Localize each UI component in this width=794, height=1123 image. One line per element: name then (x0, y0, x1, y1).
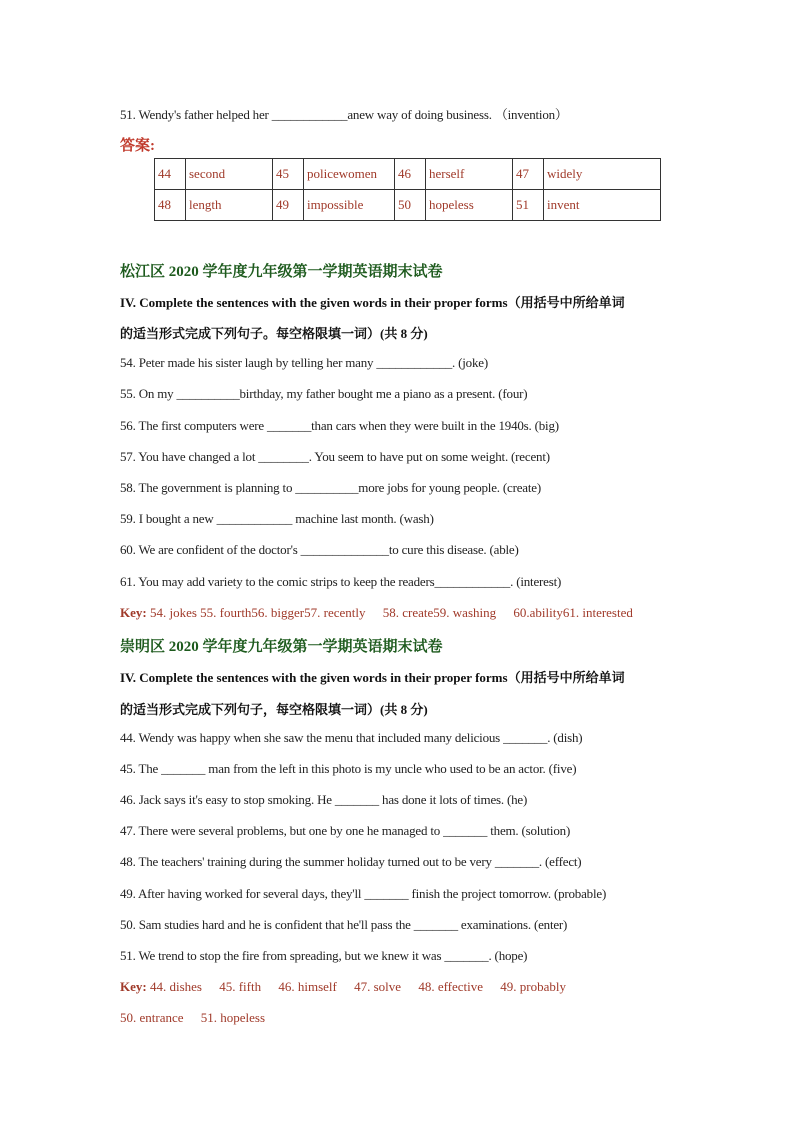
table-row (155, 159, 661, 190)
question-51-top: 51. Wendy's father helped her ____________anew way of doing business. （invention） (120, 107, 568, 122)
question: 61. You may add variety to the comic strips to keep the readers____________. (interest) (120, 574, 562, 589)
question: 49. After having worked for several days, they'll _______ finish the project tomorrow. (probable) (120, 886, 607, 901)
answer-word: second (186, 159, 273, 190)
question: 57. You have changed a lot ________. You seem to have put on some weight. (recent) (120, 449, 550, 464)
question: 45. The _______ man from the left in this photo is my uncle who used to be an actor. (five) (120, 761, 577, 776)
question: 50. Sam studies hard and he is confident that he'll pass the _______ examinations. (enter) (120, 917, 568, 932)
answer-key-continued (120, 1010, 279, 1026)
key-label: Key: (120, 605, 147, 620)
key-label: Key: (120, 979, 147, 994)
answer-number: 50 (395, 190, 426, 221)
key-item: 58. create59. washing (382, 605, 497, 620)
answer-key (120, 605, 647, 621)
question: 48. The teachers' training during the summer holiday turned out to be very _______. (effect) (120, 854, 582, 869)
answer-number: 44 (155, 159, 186, 190)
question: 56. The first computers were _______than cars when they were built in the 1940s. (big) (120, 418, 559, 433)
question: 51. We trend to stop the fire from spreading, but we knew it was _______. (hope) (120, 948, 528, 963)
question: 54. Peter made his sister laugh by telling her many ____________. (joke) (120, 355, 488, 370)
answer-key (120, 979, 580, 995)
answer-word: length (186, 190, 273, 221)
question: 55. On my __________birthday, my father bought me a piano as a present. (four) (120, 386, 528, 401)
key-item: 48. effective (418, 979, 484, 994)
question: 47. There were several problems, but one by one he managed to _______ them. (solution) (120, 823, 571, 838)
answer-word: impossible (304, 190, 395, 221)
section-instruction: IV. Complete the sentences with the given words in their proper forms（用括号中所给单词 (120, 295, 625, 310)
answer-word: hopeless (426, 190, 513, 221)
answer-label: 答案: (120, 138, 155, 154)
key-item: 46. himself (278, 979, 337, 994)
section-instruction: 的适当形式完成下列句子，每空格限填一词）(共 8 分) (120, 702, 428, 717)
question: 58. The government is planning to __________more jobs for young people. (create) (120, 480, 541, 495)
key-item: 49. probably (500, 979, 567, 994)
key-item: 60.ability61. interested (513, 605, 633, 620)
table-row (155, 190, 661, 221)
question: 44. Wendy was happy when she saw the menu that included many delicious _______. (dish) (120, 730, 583, 745)
key-item: 50. entrance (120, 1010, 184, 1025)
answer-table (154, 158, 661, 221)
key-item: 51. hopeless (200, 1010, 266, 1025)
answer-word: widely (544, 159, 661, 190)
answer-number: 46 (395, 159, 426, 190)
question: 46. Jack says it's easy to stop smoking. He _______ has done it lots of times. (he) (120, 792, 528, 807)
question: 60. We are confident of the doctor's ______________to cure this disease. (able) (120, 542, 519, 557)
question: 59. I bought a new ____________ machine last month. (wash) (120, 511, 434, 526)
answer-number: 45 (273, 159, 304, 190)
section-heading-chongming: 崇明区 2020 学年度九年级第一学期英语期末试卷 (120, 639, 443, 655)
answer-number: 49 (273, 190, 304, 221)
section-instruction: 的适当形式完成下列句子。每空格限填一词）(共 8 分) (120, 326, 428, 341)
section-heading-songjiang: 松江区 2020 学年度九年级第一学期英语期末试卷 (120, 264, 443, 280)
answer-word: herself (426, 159, 513, 190)
answer-word: invent (544, 190, 661, 221)
answer-number: 47 (513, 159, 544, 190)
key-item: 44. dishes (149, 979, 202, 994)
key-item: 47. solve (354, 979, 402, 994)
answer-number: 48 (155, 190, 186, 221)
section-instruction: IV. Complete the sentences with the given words in their proper forms（用括号中所给单词 (120, 670, 625, 685)
key-item: 54. jokes 55. fourth56. bigger57. recently (149, 605, 366, 620)
answer-word: policewomen (304, 159, 395, 190)
answer-number: 51 (513, 190, 544, 221)
key-item: 45. fifth (219, 979, 262, 994)
